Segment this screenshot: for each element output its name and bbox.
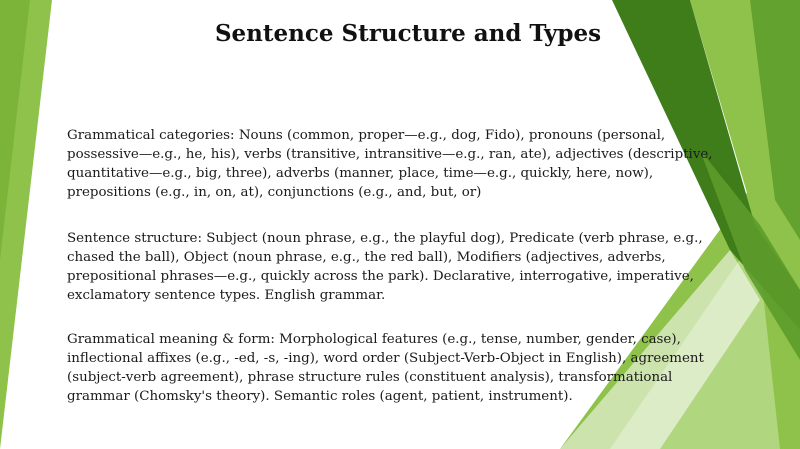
paragraph-line: inflectional affixes (e.g., -ed, -s, -ing), word order (Subject-Verb-Object in English), agreement — [67, 351, 704, 366]
paragraph-line: exclamatory sentence types. English grammar. — [67, 288, 386, 303]
paragraph-line: possessive—e.g., he, his), verbs (transitive, intransitive—e.g., ran, ate), adjectives (descriptive, — [67, 147, 713, 162]
paragraph-line: prepositions (e.g., in, on, at), conjunctions (e.g., and, but, or) — [67, 185, 482, 200]
paragraph-line: quantitative—e.g., big, three), adverbs (manner, place, time—e.g., quickly, here, now), — [67, 166, 654, 181]
paragraph-sentence-structure — [67, 229, 767, 305]
paragraph-line: chased the ball), Object (noun phrase, e.g., the red ball), Modifiers (adjectives, adverbs, — [67, 250, 666, 265]
paragraph-line: Sentence structure: Subject (noun phrase, e.g., the playful dog), Predicate (verb phrase, e.g., — [67, 231, 703, 246]
paragraph-line: grammar (Chomsky's theory). Semantic roles (agent, patient, instrument). — [67, 389, 573, 404]
paragraph-line: Grammatical meaning & form: Morphological features (e.g., tense, number, gender, case), — [67, 332, 681, 347]
slide-title: Sentence Structure and Types — [214, 20, 602, 47]
paragraph-line: (subject-verb agreement), phrase structure rules (constituent analysis), transformational — [67, 370, 673, 385]
paragraph-line: prepositional phrases—e.g., quickly across the park). Declarative, interrogative, imperative, — [67, 269, 694, 284]
paragraph-line: Grammatical categories: Nouns (common, proper—e.g., dog, Fido), pronouns (personal, — [67, 128, 666, 143]
paragraph-grammatical-meaning — [67, 330, 767, 406]
paragraph-grammatical-categories — [67, 126, 767, 202]
